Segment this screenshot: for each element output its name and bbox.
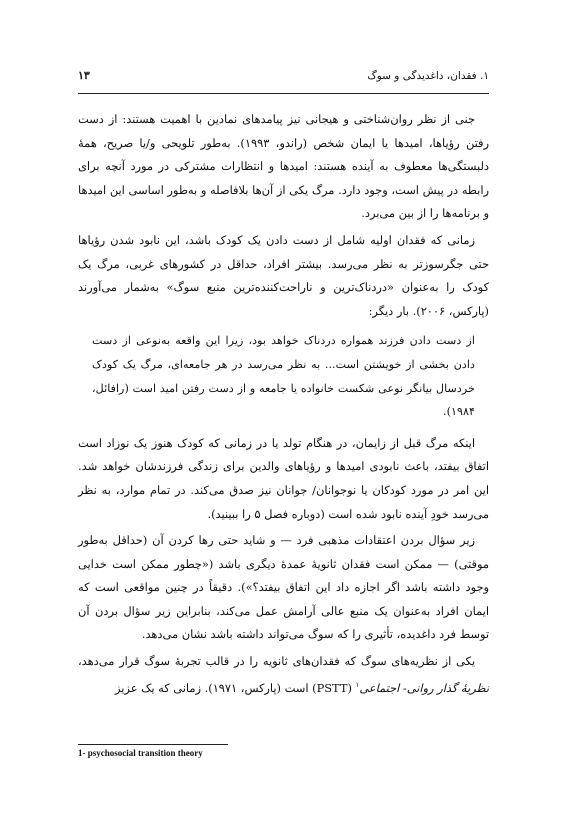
footnote: 1- psychosocial transition theory [78, 748, 203, 758]
running-header [78, 70, 489, 88]
footnote-rule [78, 744, 228, 745]
theory-term: نظریهٔ گذار روانی- اجتماعی [359, 680, 489, 695]
body-text [78, 108, 489, 700]
paragraph: جنی از نظر روان‌شناختی و هیجانی نیز پیامدهای نمادین با اهمیت هستند: از دست رفتن رؤیاها، امیدها یا ایمان شخص (راندو، ۱۹۹۳). به‌طور تلویحی و/یا صریح، همهٔ دلبستگی‌ها معطوف به آینده هستند: امیدها و انتظارات مشترکی در مورد آنچه برای رابطه در پیش است، وجود دارد. مرگ یکی از آن‌ها بلافاصله و به‌طور اساسی این امیدها و برنامه‌ها را از بین می‌برد. [78, 112, 490, 221]
paragraph: زمانی که فقدان اولیه شامل از دست دادن یک کودک باشد، این نابود شدن رؤیاها حتی جگرسوزتر به نظر می‌رسد. بیشتر افراد، حداقل در کشورهای غربی، مرگ یک کودک را به‌عنوان «دردناک‌ترین و ناراحت‌کننده‌ترین منبع سوگ» به‌شمار می‌آورند (پارکس، ۲۰۰۶). بار دیگر: [78, 232, 489, 318]
page-number: ۱۳ [78, 69, 90, 82]
paragraph: اینکه مرگ قبل از زایمان، در هنگام تولد یا در زمانی که کودک هنوز یک نوزاد است اتفاق بیفتد، باعث نابودی امیدها و رؤیاهای والدین برای زندگی فرزندشان خواهد شد. این امر در مورد کودکان یا نوجوانان/ جوانان نیز صدق می‌کند. در تمام موارد، به نظر می‌رسد خودِ آینده نابود شده است (دوباره فصل ۵ را ببینید). [78, 435, 489, 521]
footnote-marker: ۱ [355, 680, 360, 689]
paragraph [78, 650, 489, 700]
paragraph: زیر سؤال بردن اعتقادات مذهبی فرد — و شاید حتی رها کردن آن (حداقل به‌طور موقتی) — ممکن است فقدان ثانویهٔ عمدهٔ دیگری باشد («چطور ممکن است خدایی وجود داشته باشد اگر اجازه داد این اتفاق بیفتد؟»). دقیقاً در چنین مواقعی است که ایمان افراد به‌عنوان یک منبع عالی آرامش عمل می‌کند، بنابراین زیر سؤال بردن آن توسط فرد داغدیده، تأثیری را که سوگ می‌تواند داشته باشد نشان می‌دهد. [78, 533, 489, 642]
paragraph-text: یکی از نظریه‌های سوگ که فقدان‌های ثانویه را در قالب تجربهٔ سوگ قرار می‌دهد، [78, 654, 475, 669]
paragraph-text: (PSTT) است (پارکس، ۱۹۷۱). زمانی که یک عزیز [114, 680, 356, 695]
block-quote: از دست دادن فرزند همواره دردناک خواهد بود، زیرا این واقعه به‌نوعی از دست دادن بخشی از خویشتن است... به نظر می‌رسد در هر جامعه‌ای، مرگ یک کودک خردسال بیانگر نوعی شکست خانواده یا جامعه و از دست رفتن امید است (رافائل، ۱۹۸۴). [92, 334, 475, 419]
chapter-title: ۱. فقدان، داغدیدگی و سوگ [367, 70, 489, 82]
header-rule [78, 93, 489, 94]
